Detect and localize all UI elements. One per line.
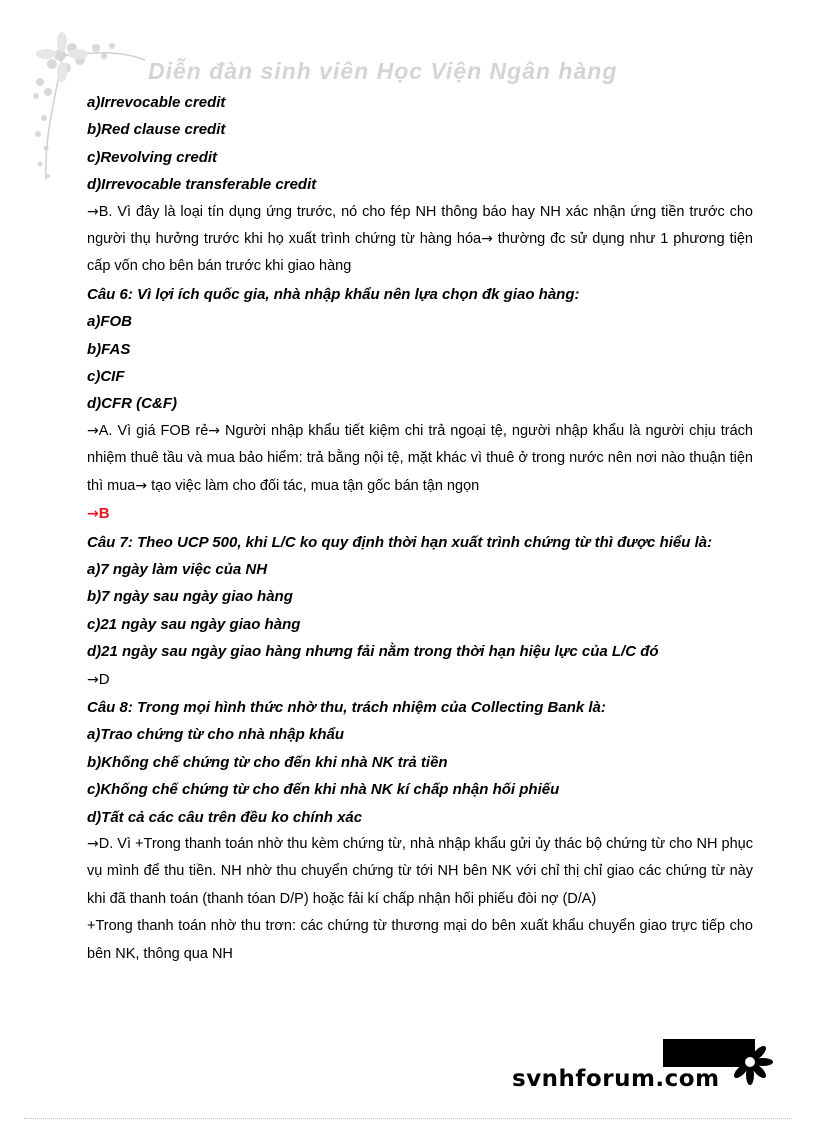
option-a: a)Trao chứng từ cho nhà nhập khẩu	[87, 726, 344, 744]
footer-divider	[24, 1118, 792, 1119]
answer-8-continued: +Trong thanh toán nhờ thu trơn: các chứng từ thương mại do bên xuất khẩu chuyển giao trực tiếp cho bên NK, thông qua NH	[87, 918, 753, 962]
footer-logo-text: svnhforum.com	[512, 1066, 720, 1092]
answer-5: →B. Vì đây là loại tín dụng ứng trước, nó cho fép NH thông báo hay NH xác nhận ứng tiền trước cho người thụ hưởng trước khi họ xuất trình chứng từ hàng hóa→ thường đc sử dụng như 1 phương tiện cấp vốn cho bên bán trước khi giao hàng	[87, 203, 753, 275]
question-7: Câu 7: Theo UCP 500, khi L/C ko quy định thời hạn xuất trình chứng từ thì được hiểu là:	[87, 533, 713, 551]
option-b: b)Khống chế chứng từ cho đến khi nhà NK trả tiền	[87, 753, 448, 771]
option-d: d)21 ngày sau ngày giao hàng nhưng fải nằm trong thời hạn hiệu lực của L/C đó	[87, 643, 659, 661]
option-b: b)7 ngày sau ngày giao hàng	[87, 588, 293, 606]
option-a: a)7 ngày làm việc của NH	[87, 560, 268, 578]
answer-8: →D. Vì +Trong thanh toán nhờ thu kèm chứng từ, nhà nhập khẩu gửi ủy thác bộ chứng từ cho NH phục vụ mình để thu tiền. NH nhờ thu chuyển chứng từ tới NH bên NK với chỉ thị chỉ giao các chứng từ này khi đã thanh toán (thanh tóan D/P) hoặc fải kí chấp nhận hối phiếu đòi nợ (D/A)	[87, 835, 753, 907]
answer-6-correction: →B	[87, 505, 110, 523]
answer-6: →A. Vì giá FOB rẻ→ Người nhập khẩu tiết kiệm chi trả ngoại tệ, người nhập khẩu là người chịu trách nhiệm thuê tầu và mua bảo hiểm: trả bằng nội tệ, mặt khác vì thuê ở trong nước nên nơi nào thuận tiện thì mua→ tạo việc làm cho đối tác, mua tận gốc bán tận ngọn	[87, 422, 753, 494]
answer-7: →D	[87, 670, 110, 688]
option-c: c)Revolving credit	[87, 148, 218, 166]
arrow-icon: →	[87, 671, 99, 688]
arrow-icon: →	[87, 835, 99, 852]
arrow-icon: →	[135, 477, 148, 494]
arrow-icon: →	[87, 422, 99, 439]
option-d: d)Tất cả các câu trên đều ko chính xác	[87, 808, 363, 826]
arrow-icon: →	[481, 231, 493, 248]
document-body	[87, 89, 753, 968]
option-c: c)21 ngày sau ngày giao hàng	[87, 615, 301, 633]
arrow-icon: →	[87, 506, 99, 523]
option-d: d)CFR (C&F)	[87, 395, 177, 413]
forum-header-title: Diễn đàn sinh viên Học Viện Ngân hàng	[148, 58, 618, 84]
question-6: Câu 6: Vì lợi ích quốc gia, nhà nhập khẩu nên lựa chọn đk giao hàng:	[87, 285, 580, 303]
arrow-icon: →	[208, 422, 221, 439]
option-b: b)FAS	[87, 340, 131, 358]
option-a: a)Irrevocable credit	[87, 94, 226, 111]
option-c: c)Khống chế chứng từ cho đến khi nhà NK kí chấp nhận hối phiếu	[87, 781, 560, 799]
arrow-icon: →	[87, 203, 99, 220]
option-a: a)FOB	[87, 313, 132, 331]
option-c: c)CIF	[87, 368, 125, 386]
option-d: d)Irrevocable transferable credit	[87, 176, 317, 194]
question-8: Câu 8: Trong mọi hình thức nhờ thu, trách nhiệm của Collecting Bank là:	[87, 698, 606, 716]
option-b: b)Red clause credit	[87, 121, 226, 139]
